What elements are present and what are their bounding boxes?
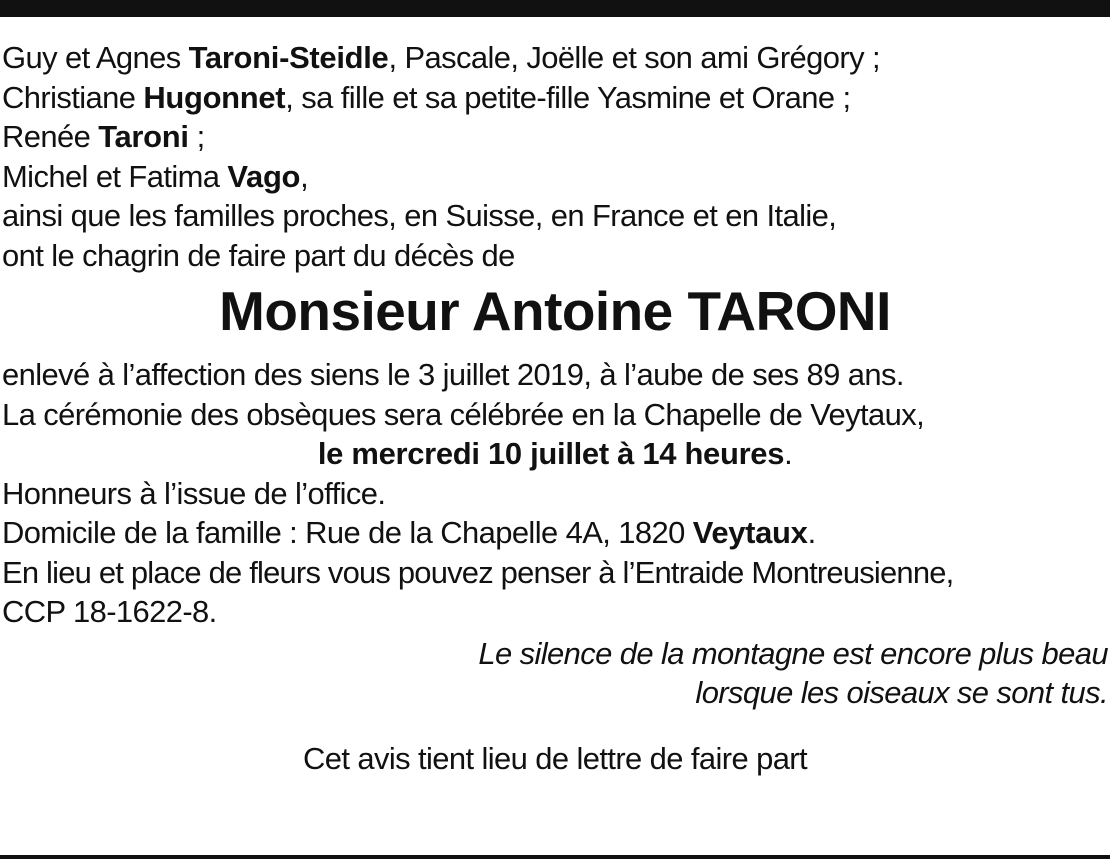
ceremony-date: le mercredi 10 juillet à 14 heures: [317, 436, 785, 471]
family-line-6: ont le chagrin de faire part du décès de: [2, 237, 515, 273]
family-line-5: ainsi que les familles proches, en Suisse, en France et en Italie,: [2, 198, 837, 233]
quote-line-1: Le silence de la montagne est encore plus beau: [478, 635, 1109, 671]
family-address-prefix: Domicile de la famille : Rue de la Chapelle 4A, 1820: [2, 515, 693, 550]
family-line-3-prefix: Renée: [2, 119, 99, 154]
family-line-4: [2, 157, 1106, 197]
family-line-2-suffix: , sa fille et sa petite-fille Yasmine et Orane ;: [285, 79, 851, 115]
family-name-vago: Vago: [227, 158, 301, 194]
obituary-notice: [2, 38, 1108, 778]
family-line-2: [2, 78, 1106, 118]
family-address-line: [2, 513, 1106, 553]
ceremony-date-line: [3, 434, 1107, 474]
ceremony-date-period: .: [784, 436, 793, 471]
family-line-2-prefix: Christiane: [2, 79, 144, 115]
deceased-name: Monsieur Antoine TARONI: [219, 280, 891, 342]
family-line-1-suffix: , Pascale, Joëlle et son ami Grégory ;: [388, 40, 880, 75]
family-line-4-prefix: Michel et Fatima: [2, 158, 228, 194]
family-line-3: [2, 117, 1106, 157]
details-line-4: Honneurs à l’issue de l’office.: [2, 475, 386, 511]
family-address-town: Veytaux: [692, 515, 808, 550]
footer-note: Cet avis tient lieu de lettre de faire part: [302, 740, 808, 776]
family-line-3-suffix: ;: [188, 119, 205, 154]
family-line-1: [2, 38, 1106, 78]
top-border-rule: [0, 0, 1110, 17]
family-address-period: .: [807, 515, 816, 550]
quote-line-2: lorsque les oiseaux se sont tus.: [695, 675, 1108, 710]
family-line-1-prefix: Guy et Agnes: [2, 40, 189, 75]
family-name-taroni-steidle: Taroni-Steidle: [188, 40, 389, 75]
details-line-2: La cérémonie des obsèques sera célébrée en la Chapelle de Veytaux,: [2, 396, 925, 432]
family-name-taroni: Taroni: [98, 119, 189, 154]
family-line-4-suffix: ,: [300, 158, 309, 194]
donation-line: En lieu et place de fleurs vous pouvez penser à l’Entraide Montreusienne,: [2, 554, 954, 590]
family-name-hugonnet: Hugonnet: [143, 79, 286, 115]
bottom-border-rule: [0, 855, 1110, 859]
donation-account-line: CCP 18-1622-8.: [2, 594, 217, 629]
details-line-1: enlevé à l’affection des siens le 3 juillet 2019, à l’aube de ses 89 ans.: [2, 357, 904, 392]
